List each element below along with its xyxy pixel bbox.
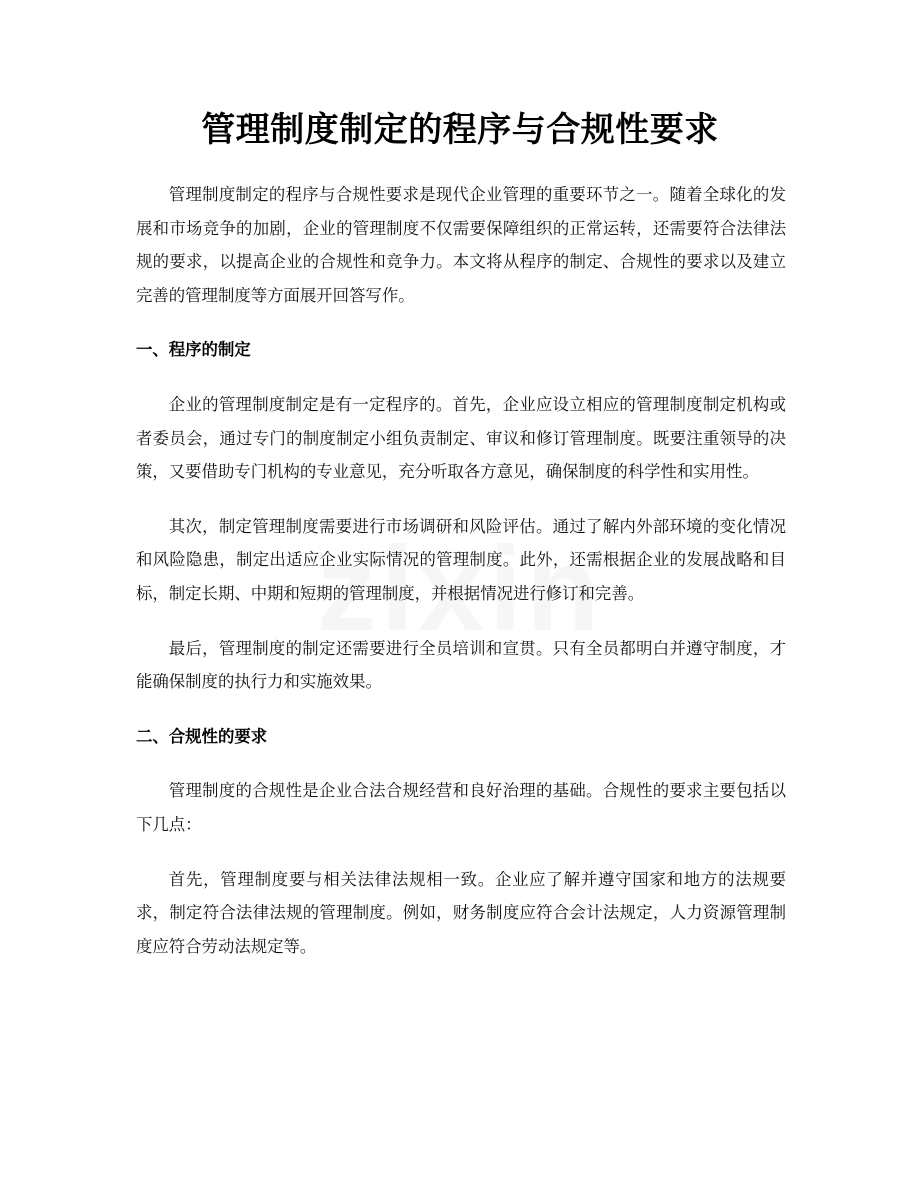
section-heading-procedure: 一、程序的制定 — [136, 340, 251, 360]
section-1-paragraph-2: 其次，制定管理制度需要进行市场调研和风险评估。通过了解内外部环境的变化情况和风险隐患，制定出适应企业实际情况的管理制度。此外，还需根据企业的发展战略和目标，制定长期、中期和短期的管理制度，并根据情况进行修订和完善。 — [136, 516, 786, 603]
section-2-paragraph-2: 首先，管理制度要与相关法律法规相一致。企业应了解并遵守国家和地方的法规要求，制定符合法律法规的管理制度。例如，财务制度应符合会计法规定，人力资源管理制度应符合劳动法规定等。 — [136, 869, 786, 956]
document-title: 管理制度制定的程序与合规性要求 — [201, 110, 719, 150]
section-2-paragraph-1: 管理制度的合规性是企业合法合规经营和良好治理的基础。合规性的要求主要包括以下几点： — [136, 781, 786, 834]
document-body — [136, 178, 786, 963]
section-heading-compliance: 二、合规性的要求 — [136, 726, 268, 746]
section-1-paragraph-3: 最后，管理制度的制定还需要进行全员培训和宣贯。只有全员都明白并遵守制度，才能确保制度的执行力和实施效果。 — [136, 638, 786, 692]
section-1-paragraph-1: 企业的管理制度制定是有一定程序的。首先，企业应设立相应的管理制度制定机构或者委员会，通过专门的制度制定小组负责制定、审议和修订管理制度。既要注重领导的决策，又要借助专门机构的专业意见，充分听取各方意见，确保制度的科学性和实用性。 — [136, 394, 786, 482]
intro-paragraph: 管理制度制定的程序与合规性要求是现代企业管理的重要环节之一。随着全球化的发展和市场竞争的加剧，企业的管理制度不仅需要保障组织的正常运转，还需要符合法律法规的要求，以提高企业的合规性和竞争力。本文将从程序的制定、合规性的要求以及建立完善的管理制度等方面展开回答写作。 — [136, 185, 786, 305]
